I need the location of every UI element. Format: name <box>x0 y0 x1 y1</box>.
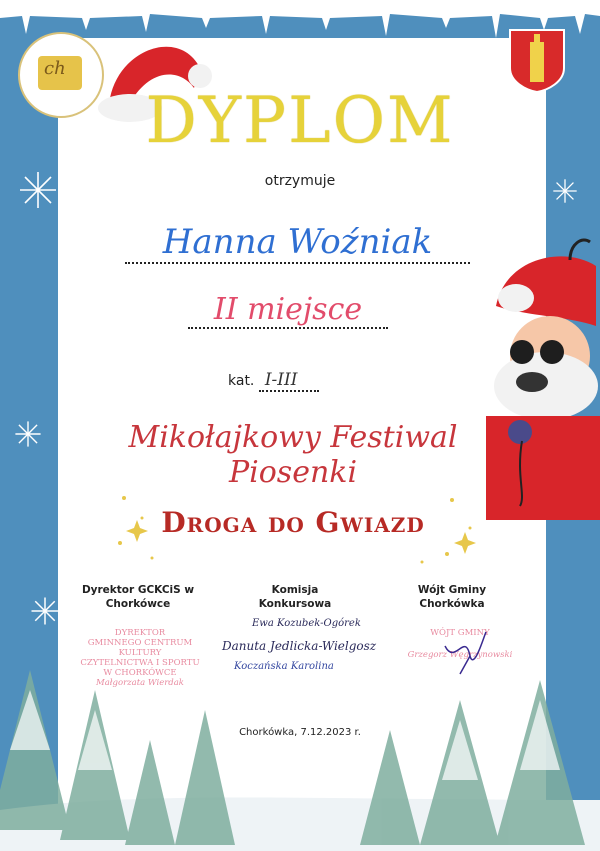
issue-date: Chorkówka, 7.12.2023 r. <box>239 727 361 738</box>
snowflake-icon <box>30 596 60 626</box>
handwritten-signature: Ewa Kozubek-Ogórek <box>252 618 361 629</box>
stamp-line: GMINNEGO CENTRUM KULTURY <box>87 638 193 658</box>
event-name: Droga do Gwiazd <box>161 506 425 539</box>
signature-role-mayor: Wójt Gminy Chorkówka <box>417 584 487 610</box>
stamp-name: Małgorzata Wierdak <box>96 678 184 688</box>
snowflake-icon <box>14 420 42 448</box>
winter-forest-decoration <box>0 650 600 851</box>
stamp-name: Grzegorz Węgrzynowski <box>407 650 513 660</box>
snowflake-icon <box>552 178 578 204</box>
category-prefix: kat. <box>228 373 255 389</box>
receives-label: otrzymuje <box>264 173 336 189</box>
logo-text: ch <box>44 58 66 79</box>
signature-role-commission: Komisja Konkursowa <box>258 584 332 610</box>
recipient-name: Hanna Woźniak <box>125 222 470 264</box>
santa-illustration <box>486 236 600 520</box>
award-place: II miejsce <box>188 292 388 329</box>
category-value: I-III <box>259 370 320 392</box>
coat-of-arms-icon <box>508 28 566 94</box>
stamp-line: W CHORKÓWCE <box>103 668 177 678</box>
stamp-title: DYREKTOR <box>114 628 166 638</box>
stamp-line: CZYTELNICTWA I SPORTU <box>80 658 200 668</box>
diploma-title: DYPLOM <box>145 84 455 158</box>
snowflake-icon <box>18 170 58 210</box>
handwritten-signature: Koczańska Karolina <box>234 661 334 672</box>
festival-title: Mikołajkowy Festiwal Piosenki <box>128 420 458 490</box>
signature-role-director: Dyrektor GCKCiS w Chorkówce <box>81 584 195 610</box>
stamp-title: WÓJT GMINY <box>430 628 490 638</box>
handwritten-signature: Danuta Jedlicka-Wielgosz <box>222 639 377 653</box>
category-line <box>228 370 319 390</box>
